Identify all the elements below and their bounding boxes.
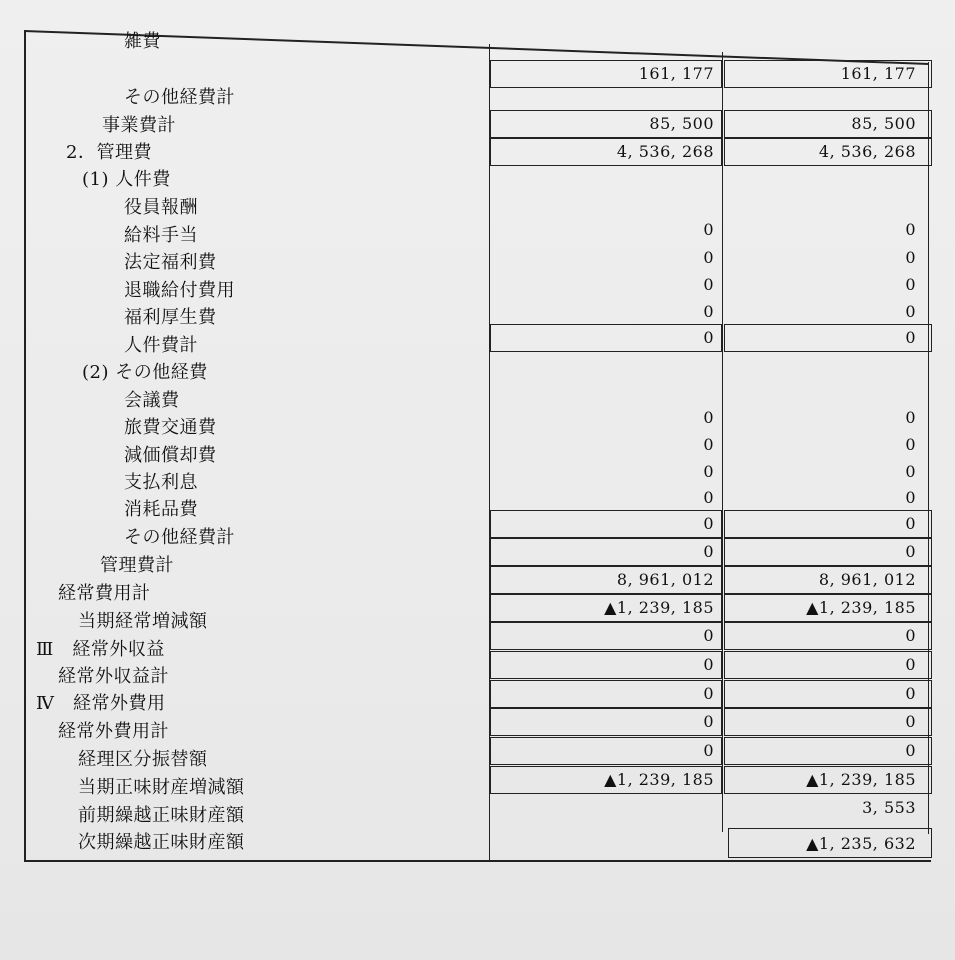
row-label: Ⅳ 経常外費用 (36, 693, 166, 714)
current-year-value: 85, 500 (649, 114, 714, 133)
value-cell-border (490, 680, 722, 708)
total-value: 0 (905, 488, 916, 507)
value-cell-border (490, 737, 722, 765)
row-label: 経常外収益計 (58, 666, 169, 687)
current-year-value: 4, 536, 268 (616, 142, 714, 161)
value-cell-border (490, 622, 722, 650)
current-year-value: 0 (703, 220, 714, 239)
current-year-value: 0 (703, 302, 714, 321)
row-label: 経常費用計 (58, 583, 151, 604)
value-cell-border (724, 60, 932, 88)
value-cell-border (490, 60, 722, 88)
current-year-value: 0 (703, 462, 714, 481)
total-value: 0 (905, 655, 916, 674)
value-cell-border (724, 566, 932, 594)
current-year-value: 0 (703, 514, 714, 533)
value-cell-border (724, 138, 932, 166)
total-value: 3, 553 (862, 798, 916, 817)
total-value: ▲1, 239, 185 (806, 770, 916, 789)
value-cell-border (490, 510, 722, 538)
current-year-value: 0 (703, 275, 714, 294)
row-label: 次期繰越正味財産額 (78, 832, 245, 853)
total-value: 0 (905, 275, 916, 294)
value-cell-border (490, 708, 722, 736)
current-year-value: 8, 961, 012 (616, 570, 714, 589)
value-cell-border (724, 538, 932, 566)
row-label: 当期正味財産増減額 (78, 777, 245, 798)
current-year-value: 0 (703, 684, 714, 703)
value-cell-border (724, 680, 932, 708)
row-label: 経理区分振替額 (78, 749, 208, 770)
total-value: ▲1, 235, 632 (806, 834, 916, 853)
total-value: 0 (905, 626, 916, 645)
row-label: (2) その他経費 (82, 362, 208, 383)
value-cell-border (724, 708, 932, 736)
value-cell-border (724, 324, 932, 352)
current-year-value: 0 (703, 488, 714, 507)
current-year-value: 0 (703, 655, 714, 674)
total-value: 0 (905, 712, 916, 731)
current-year-value: ▲1, 239, 185 (604, 598, 714, 617)
current-year-value: 0 (703, 712, 714, 731)
current-year-value: ▲1, 239, 185 (604, 770, 714, 789)
total-value: 0 (905, 462, 916, 481)
value-cell-border (490, 538, 722, 566)
row-label: 会議費 (124, 390, 180, 411)
total-value: 0 (905, 684, 916, 703)
column-divider-middle (722, 52, 723, 832)
current-year-value: 0 (703, 626, 714, 645)
total-value: 0 (905, 435, 916, 454)
current-year-value: 0 (703, 248, 714, 267)
value-cell-border (490, 594, 722, 622)
row-label: (1) 人件費 (82, 169, 171, 190)
row-label: 経常外費用計 (58, 721, 169, 742)
row-label: 2．管理費 (66, 142, 152, 163)
current-year-value: 0 (703, 741, 714, 760)
value-cell-border (724, 110, 932, 138)
total-value: 161, 177 (840, 64, 916, 83)
total-value: 0 (905, 328, 916, 347)
row-label: 雑費 (124, 31, 161, 52)
current-year-value: 0 (703, 328, 714, 347)
value-cell-border (724, 651, 932, 679)
value-cell-border (490, 651, 722, 679)
total-value: 0 (905, 220, 916, 239)
row-label: その他経費計 (124, 87, 235, 108)
value-cell-border (724, 622, 932, 650)
row-label: 法定福利費 (124, 252, 217, 273)
total-value: ▲1, 239, 185 (806, 598, 916, 617)
row-label: 前期繰越正味財産額 (78, 805, 245, 826)
current-year-value: 161, 177 (638, 64, 714, 83)
row-label: 給料手当 (124, 225, 198, 246)
current-year-value: 0 (703, 435, 714, 454)
row-label: 福利厚生費 (124, 307, 217, 328)
current-year-value: 0 (703, 542, 714, 561)
total-value: 0 (905, 302, 916, 321)
value-cell-border (724, 510, 932, 538)
value-cell-border (490, 110, 722, 138)
total-value: 0 (905, 542, 916, 561)
value-cell-border (490, 766, 722, 794)
row-label: 減価償却費 (124, 445, 217, 466)
final-total-border (728, 828, 932, 858)
row-label: 退職給付費用 (124, 280, 235, 301)
row-label: 支払利息 (124, 472, 198, 493)
row-label: 役員報酬 (124, 197, 198, 218)
total-value: 85, 500 (851, 114, 916, 133)
value-cell-border (724, 594, 932, 622)
total-value: 8, 961, 012 (818, 570, 916, 589)
row-label: 人件費計 (124, 335, 198, 356)
total-value: 0 (905, 741, 916, 760)
row-label: Ⅲ 経常外収益 (36, 639, 165, 660)
total-value: 0 (905, 514, 916, 533)
value-cell-border (724, 737, 932, 765)
value-cell-border (490, 138, 722, 166)
row-label: 当期経常増減額 (78, 611, 208, 632)
row-label: 消耗品費 (124, 499, 198, 520)
current-year-value: 0 (703, 408, 714, 427)
row-label: 旅費交通費 (124, 417, 217, 438)
total-value: 0 (905, 248, 916, 267)
total-value: 0 (905, 408, 916, 427)
row-label: 事業費計 (102, 115, 176, 136)
value-cell-border (724, 766, 932, 794)
total-value: 4, 536, 268 (818, 142, 916, 161)
value-cell-border (490, 566, 722, 594)
row-label: 管理費計 (100, 555, 174, 576)
row-label: その他経費計 (124, 527, 235, 548)
value-cell-border (490, 324, 722, 352)
